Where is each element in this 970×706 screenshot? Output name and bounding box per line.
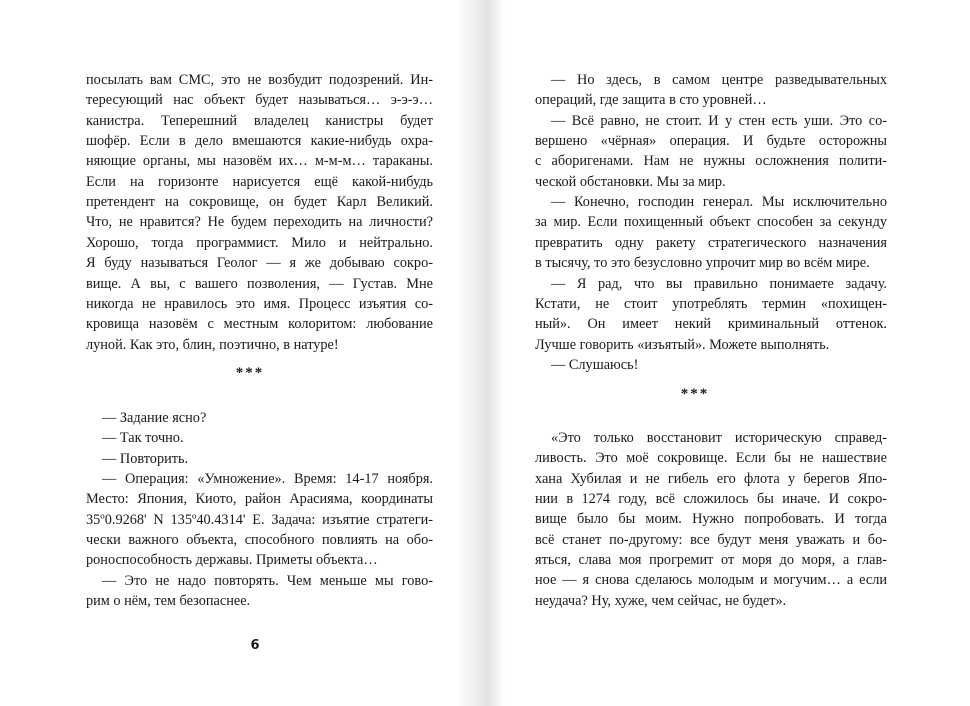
text-line: тересующий нас объект будет называться… э-э-э… — [86, 92, 433, 109]
text-line: вище. А вы, с вашего позволения, — Густав. Мне — [86, 275, 433, 292]
text-line: Лучше говорить «изъятый». Можете выполнять. — [535, 336, 830, 353]
text-line: в тысячу, то это безусловно упрочит мир во всём мире. — [535, 255, 870, 272]
text-line: рим о нём, тем безопаснее. — [86, 593, 251, 610]
text-line: Я буду называться Геолог — я же добываю сокро- — [86, 255, 433, 272]
text-line: за мир. Если похищенный объект способен за секунду — [535, 214, 887, 231]
text-line: — Я рад, что вы правильно понимаете задачу. — [551, 275, 887, 292]
text-line: няющие органы, мы назовём их… м-м-м… тараканы. — [86, 153, 433, 170]
text-line: посылать вам СМС, это не возбудит подозрений. Ин- — [86, 72, 433, 88]
text-line: — Задание ясно? — [102, 410, 207, 426]
scene-separator: *** — [235, 365, 265, 381]
gutter-shadow — [457, 0, 485, 706]
text-line: Что, не нравится? Не будем переходить на личности? — [86, 214, 433, 231]
text-line: — Повторить. — [102, 450, 189, 467]
text-line: Место: Япония, Киото, район Арасияма, координаты — [86, 491, 433, 508]
text-line: «Это только восстановит историческую справед- — [551, 430, 887, 446]
text-line: яться, слава моя прогремит от моря до моря, а глав- — [535, 552, 887, 569]
text-line: с аборигенами. Нам не нужны осложнения полити- — [535, 153, 887, 170]
text-line: кровища назовём с местным колоритом: любование — [86, 316, 433, 333]
text-line: операций, где защита в сто уровней… — [535, 92, 767, 109]
text-line: — Операция: «Умножение». Время: 14-17 ноября. — [102, 471, 433, 488]
text-line: ный». Он имеет некий криминальный оттенок. — [535, 316, 887, 333]
text-line: никогда не нравилось это имя. Процесс изъятия со- — [86, 295, 433, 312]
text-line: — Но здесь, в самом центре разведывательных — [551, 72, 887, 88]
text-line: — Так точно. — [102, 430, 184, 447]
page-number: 6 — [250, 638, 260, 653]
text-line: всё станет по-другому: все будут меня уважать и бо- — [535, 531, 887, 548]
text-line: вище было бы моим. Нужно попробовать. И тогда — [535, 511, 887, 528]
text-line: луной. Как это, блин, поэтично, в натуре! — [86, 336, 339, 353]
text-line: чески важного объекта, способного повлиять на обо- — [86, 532, 433, 549]
text-line: хана Хубилая и не гибель его флота у берегов Япо- — [535, 470, 887, 487]
text-line: нии в 1274 году, всё сложилось бы иначе. И сокро- — [535, 491, 887, 508]
text-line: претендент на сокровище, он будет Карл Великий. — [86, 194, 433, 211]
text-line: роноспособность державы. Приметы объекта… — [86, 552, 378, 569]
text-line: 35º0.9268' N 135º40.4314' E. Задача: изъятие стратеги- — [86, 511, 433, 528]
text-line: ливость. Это моё сокровище. Если бы не нашествие — [535, 450, 887, 467]
text-line: Если на горизонте нарисуется ещё какой-нибудь — [86, 173, 433, 190]
text-line: — Всё равно, не стоит. И у стен есть уши. Это со- — [551, 112, 887, 129]
right-page — [485, 0, 970, 706]
text-line: Хорошо, тогда программист. Мило и нейтрально. — [86, 234, 433, 251]
gutter-shadow — [485, 0, 505, 706]
text-line: превратить одну ракету стратегического назначения — [535, 234, 887, 251]
text-line: канистра. Теперешний владелец канистры будет — [86, 112, 433, 129]
text-line: ное — я снова сделаюсь молодым и могучим… а если — [535, 572, 887, 589]
text-line: ческой обстановки. Мы за мир. — [535, 173, 726, 190]
text-line: шофёр. Если в дело вмешаются какие-нибудь охра- — [86, 133, 433, 150]
text-line: неудача? Ну, хуже, чем сейчас, не будет». — [535, 592, 787, 609]
text-line: — Конечно, господин генерал. Мы исключительно — [551, 194, 887, 211]
text-line: вершено «чёрная» операция. И будьте осторожны — [535, 133, 887, 150]
text-line: Кстати, не стоит употреблять термин «похищен- — [535, 295, 887, 312]
text-line: — Это не надо повторять. Чем меньше мы гово- — [102, 572, 433, 589]
text-line: — Слушаюсь! — [551, 356, 639, 373]
scene-separator: *** — [680, 386, 710, 402]
